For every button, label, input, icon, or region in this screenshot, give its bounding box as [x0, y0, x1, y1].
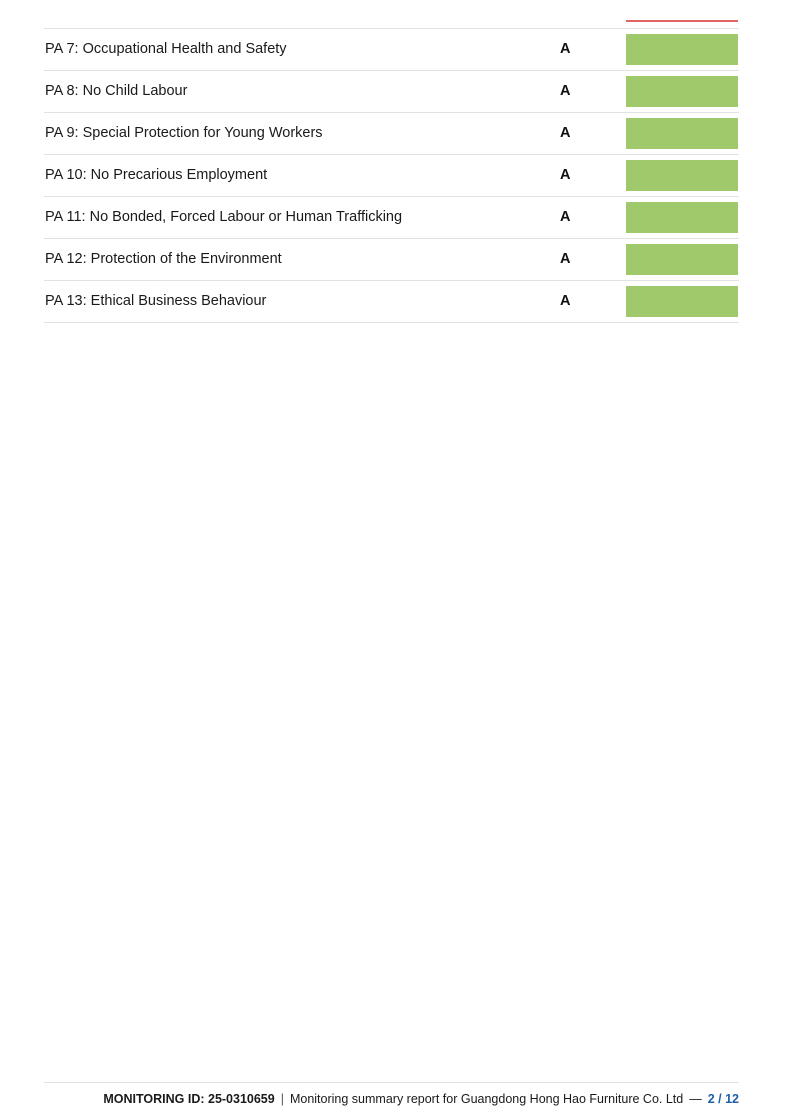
top-accent-line	[626, 20, 738, 22]
grade-color-swatch	[626, 160, 738, 191]
performance-area-table	[44, 28, 739, 323]
report-title: Monitoring summary report for Guangdong Hong Hao Furniture Co. Ltd	[289, 1092, 684, 1106]
performance-area-label: PA 13: Ethical Business Behaviour	[45, 293, 267, 309]
table-row	[44, 113, 739, 155]
grade-color-swatch	[626, 202, 738, 233]
footer-dash: —	[689, 1092, 702, 1106]
grade-value: A	[560, 209, 571, 225]
grade-color-swatch	[626, 76, 738, 107]
grade-value: A	[560, 125, 571, 141]
performance-area-label: PA 10: No Precarious Employment	[45, 167, 268, 183]
table-row	[44, 71, 739, 113]
table-row	[44, 155, 739, 197]
grade-value: A	[560, 41, 571, 57]
grade-value: A	[560, 83, 571, 99]
page-number: 2 / 12	[707, 1092, 739, 1106]
performance-area-label: PA 8: No Child Labour	[45, 83, 188, 99]
grade-value: A	[560, 167, 571, 183]
grade-value: A	[560, 251, 571, 267]
grade-color-swatch	[626, 118, 738, 149]
footer-text	[103, 1092, 739, 1106]
grade-color-swatch	[626, 286, 738, 317]
grade-value: A	[560, 293, 571, 309]
table-row	[44, 281, 739, 323]
performance-area-label: PA 7: Occupational Health and Safety	[45, 41, 287, 57]
performance-area-label: PA 12: Protection of the Environment	[45, 251, 282, 267]
table-row	[44, 197, 739, 239]
footer-separator: |	[280, 1092, 284, 1106]
performance-area-label: PA 11: No Bonded, Forced Labour or Human Trafficking	[45, 209, 403, 225]
grade-color-swatch	[626, 34, 738, 65]
table-row	[44, 239, 739, 281]
grade-color-swatch	[626, 244, 738, 275]
monitoring-id: MONITORING ID: 25-0310659	[103, 1092, 275, 1106]
page-footer	[44, 1082, 739, 1106]
table-row	[44, 29, 739, 71]
performance-area-label: PA 9: Special Protection for Young Workers	[45, 125, 323, 141]
